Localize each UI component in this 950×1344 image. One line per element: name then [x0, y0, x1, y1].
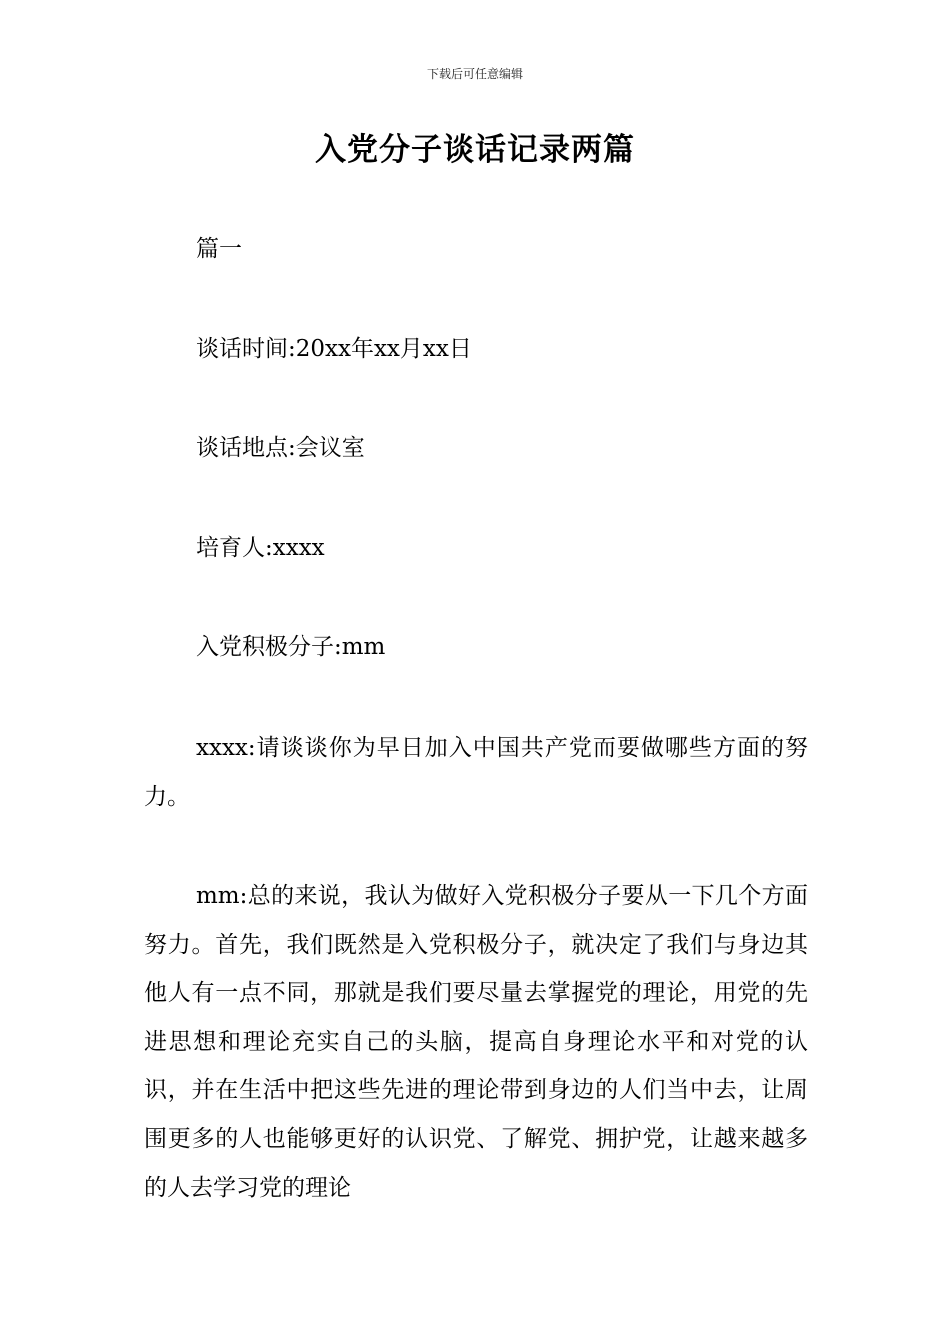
document-title: 入党分子谈话记录两篇 [315, 132, 635, 168]
field-talk-time: 谈话时间:20xx年xx月xx日 [196, 336, 472, 362]
paragraph-question: xxxx:请谈谈你为早日加入中国共产党而要做哪些方面的努力。 [144, 735, 808, 810]
paragraph-answer: mm:总的来说，我认为做好入党积极分子要从一下几个方面努力。首先，我们既然是入党积极分子，就决定了我们与身边其他人有一点不同，那就是我们要尽量去掌握党的理论，用党的先进思想和理论充实自己的头脑，提高自身理论水平和对党的认识，并在生活中把这些先进的理论带到身边的人们当中去，让周围更多的人也能够更好的认识党、了解党、拥护党，让越来越多的人去学习党的理论 [144, 883, 808, 1201]
field-activist: 入党积极分子:mm [196, 634, 386, 660]
section-heading: 篇一 [196, 236, 242, 262]
header-note: 下载后可任意编辑 [426, 67, 523, 81]
field-talk-place: 谈话地点:会议室 [196, 435, 365, 461]
field-mentor: 培育人:xxxx [196, 535, 325, 561]
